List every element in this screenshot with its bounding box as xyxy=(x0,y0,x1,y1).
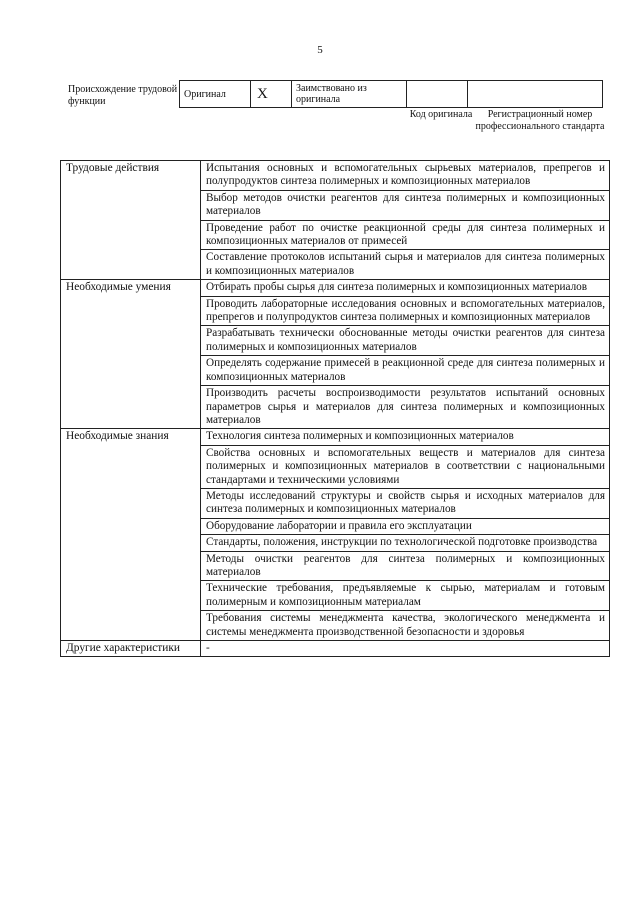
section-item: Технические требования, предъявляемые к сырью, материалам и готовым полимерным и композиционным материалам xyxy=(201,581,610,611)
section-item: Испытания основных и вспомогательных сырьевых материалов, препрегов и полупродуктов синтеза полимерных и композиционных материалов xyxy=(201,161,610,191)
section-item: Методы исследований структуры и свойств сырья и исходных материалов для синтеза полимерных и композиционных материалов xyxy=(201,488,610,518)
section-item: Производить расчеты воспроизводимости результатов испытаний основных параметров сырья и материалов для синтеза полимерных и композиционных материалов xyxy=(201,386,610,429)
section-item: Оборудование лаборатории и правила его эксплуатации xyxy=(201,518,610,534)
table-row xyxy=(61,429,610,445)
original-mark: X xyxy=(251,81,292,108)
section-item: Свойства основных и вспомогательных веществ и материалов для синтеза полимерных и композиционных материалов в соответствии с национальными стандартами и техническими условиями xyxy=(201,445,610,488)
section-item: Выбор методов очистки реагентов для синтеза полимерных и композиционных материалов xyxy=(201,190,610,220)
function-table-body xyxy=(61,161,610,657)
section-item: Отбирать пробы сырья для синтеза полимерных и композиционных материалов xyxy=(201,280,610,296)
section-item: Методы очистки реагентов для синтеза полимерных и композиционных материалов xyxy=(201,551,610,581)
code-caption: Код оригинала xyxy=(409,109,473,120)
section-item: Технология синтеза полимерных и композиционных материалов xyxy=(201,429,610,445)
borrowed-cell: Заимствовано из оригинала xyxy=(292,81,407,108)
section-title-required-knowledge: Необходимые знания xyxy=(61,429,201,641)
section-item: Проведение работ по очистке реакционной среды для синтеза полимерных и композиционных материалов от примесей xyxy=(201,220,610,250)
origin-row xyxy=(180,81,603,108)
code-cell xyxy=(407,81,468,108)
section-item: Требования системы менеджмента качества, экологического менеджмента и системы менеджмента производственной безопасности и здоровья xyxy=(201,611,610,641)
section-title-labor-actions: Трудовые действия xyxy=(61,161,201,280)
reg-number-caption: Регистрационный номер профессионального стандарта xyxy=(475,109,605,132)
section-title-other-characteristics: Другие характеристики xyxy=(61,641,201,657)
section-title-required-skills: Необходимые умения xyxy=(61,280,201,429)
origin-table xyxy=(179,80,603,108)
section-item: Стандарты, положения, инструкции по технологической подготовке производства xyxy=(201,535,610,551)
table-row xyxy=(61,641,610,657)
origin-label: Происхождение трудовой функции xyxy=(68,84,178,107)
function-table xyxy=(60,160,610,657)
table-row xyxy=(61,280,610,296)
section-item: Разрабатывать технически обоснованные методы очистки реагентов для синтеза полимерных и композиционных материалов xyxy=(201,326,610,356)
table-row xyxy=(61,161,610,191)
section-item: Проводить лабораторные исследования основных и вспомогательных материалов, препрегов и полупродуктов синтеза полимерных и композиционных материалов xyxy=(201,296,610,326)
reg-number-cell xyxy=(468,81,603,108)
section-item: Определять содержание примесей в реакционной среде для синтеза полимерных и композиционных материалов xyxy=(201,356,610,386)
original-cell: Оригинал xyxy=(180,81,251,108)
page-number: 5 xyxy=(317,44,323,56)
section-item: - xyxy=(201,641,610,657)
section-item: Составление протоколов испытаний сырья и материалов для синтеза полимерных и композиционных материалов xyxy=(201,250,610,280)
